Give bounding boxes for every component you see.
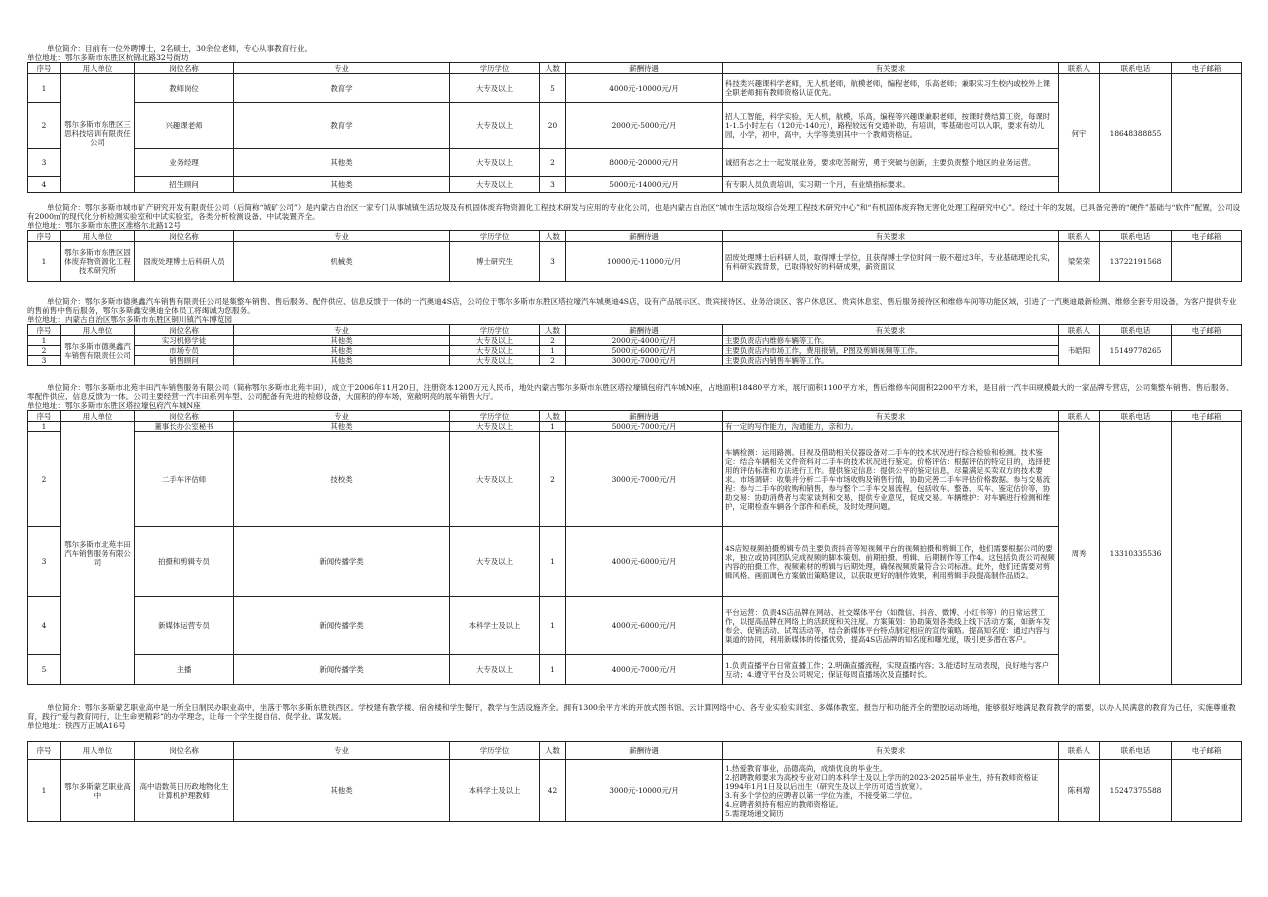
contact-phone: 15247375588 (1100, 760, 1172, 822)
table-row (28, 422, 1242, 432)
major: 教育学 (234, 74, 450, 103)
header-major: 专业 (234, 325, 450, 336)
requirements: 有专职人员负责培训，实习期一个月，有业绩指标要求。 (723, 177, 1059, 193)
education: 大专及以上 (450, 432, 540, 527)
header-post: 岗位名称 (135, 325, 234, 336)
requirements: 1.负责直播平台日常直播工作；2.明确直播流程，实现直播内容；3.能适时互动表现，良好地与客户互动；4.遵守平台及公司规定；保证每周直播场次及直播时长。 (723, 655, 1059, 685)
header-count: 人数 (540, 411, 566, 422)
post-name: 市场专员 (135, 346, 234, 356)
header-unit: 用人单位 (61, 325, 135, 336)
post-name: 主播 (135, 655, 234, 685)
header-salary: 薪酬待遇 (566, 231, 723, 242)
post-name: 招生顾问 (135, 177, 234, 193)
post-name: 业务经理 (135, 149, 234, 177)
headcount: 1 (540, 346, 566, 356)
header-no: 序号 (28, 411, 61, 422)
table-header (28, 411, 1242, 422)
header-req: 有关要求 (723, 411, 1059, 422)
contact-phone: 15149778265 (1100, 336, 1172, 366)
education: 博士研究生 (450, 242, 540, 282)
row-no: 1 (28, 422, 61, 432)
headcount: 2 (540, 149, 566, 177)
salary: 2000元-4000元/月 (566, 336, 723, 346)
row-no: 1 (28, 760, 61, 822)
education: 大专及以上 (450, 655, 540, 685)
header-major: 专业 (234, 742, 450, 760)
header-contact: 联系人 (1059, 742, 1100, 760)
headcount: 2 (540, 432, 566, 527)
headcount: 2 (540, 336, 566, 346)
row-no: 5 (28, 655, 61, 685)
headcount: 3 (540, 177, 566, 193)
major: 其他类 (234, 356, 450, 366)
contact-phone: 13722191568 (1100, 242, 1172, 282)
header-count: 人数 (540, 325, 566, 336)
row-no: 4 (28, 177, 61, 193)
header-major: 专业 (234, 231, 450, 242)
employer-name: 鄂尔多斯市北苑丰田汽车销售服务有限公司 (61, 422, 135, 685)
education: 大专及以上 (450, 336, 540, 346)
company-intro: 单位简介：鄂尔多斯市城市矿产研究开发有限责任公司（后简称“城矿公司”）是内蒙古自治区一家专门从事城镇生活垃圾及有机固体废弃物资源化工程技术研发与应用的专业化公司，也是内蒙古自治区“城市生活垃圾综合处理工程技术研究中心”和“有机固体废弃物无害化处理工程研究中心”。经过十年的发展，已具备完善的“硬件”基础与“软件”配置，公司设有2000㎡的现代化分析检测实验室和中试实验室，各类分析检测设备、中试装置齐全。 (27, 203, 1241, 221)
header-edu: 学历学位 (450, 63, 540, 74)
company-address: 单位地址：鄂尔多斯市东胜区准格尔北路12号 (27, 221, 181, 230)
requirement-line: 2.招聘教师要求为高校专业对口的本科学士及以上学历的2023-2025届毕业生，持有教师资格证1994年1月1日及以后出生（研究生及以上学历可适当放宽）。 (725, 772, 1039, 791)
header-post: 岗位名称 (135, 742, 234, 760)
education: 大专及以上 (450, 422, 540, 432)
header-post: 岗位名称 (135, 63, 234, 74)
salary: 3000元-10000元/月 (566, 760, 723, 822)
header-email: 电子邮箱 (1172, 63, 1242, 74)
row-no: 2 (28, 432, 61, 527)
education: 大专及以上 (450, 356, 540, 366)
table-header (28, 742, 1242, 760)
company-intro: 单位简介：鄂尔多斯蒙艺职业高中是一所全日制民办职业高中，坐落于鄂尔多斯东胜铁西区。学校建有教学楼、宿舍楼和学生餐厅，教学与生活设施齐全。拥有1300余平方米的开放式图书馆、云计算网络中心、各专业实验实训室、多媒体教室、报告厅和功能齐全的塑胶运动场地，能够很好地满足教育教学的需要，以办人民满意的教育为己任，实施尊重教育，践行“爱与教育同行，让生命更精彩”的办学理念，让每一个学生提自信、促学业、谋发展。 (27, 703, 1236, 721)
requirements: 车辆检测：运用路测、目视及借助相关仪器设备对二手车的技术状况进行综合检验和检测。技术鉴定：结合车辆相关文件资料对二手车的技术状况进行鉴定。价格评估：根据评估的特定目的，选择使用的评估标准和方法进行工作。提供鉴定信息：提供公平的鉴定信息，尽量满足买卖双方的技术要求。市场调研：收集并分析二手车市场收购及销售行情，协助完善二手车评估价格数据。参与交易流程：参与二手车的收购和销售，参与整个二手车交易流程，包括收车、整备、买车、鉴定估价等，协助交易：协助消费者与卖家谈判和交易，提供专业意见，促成交易。车辆维护：对车辆进行检测和维护，定期检查车辆各个部件和系统，及时处理问题。 (723, 432, 1059, 527)
salary: 4000元-7000元/月 (566, 655, 723, 685)
header-email: 电子邮箱 (1172, 325, 1242, 336)
education: 大专及以上 (450, 177, 540, 193)
requirement-line: 3.有多个学位的应聘者以第一学位为准，不接受第二学位。 (725, 790, 917, 800)
header-email: 电子邮箱 (1172, 231, 1242, 242)
major: 教育学 (234, 103, 450, 149)
header-major: 专业 (234, 63, 450, 74)
contact-person: 何宇 (1059, 74, 1100, 193)
requirement-line: 1.热爱教育事业，品德高尚，成绩优良的毕业生。 (725, 763, 888, 773)
section-mengyi (27, 703, 1241, 822)
table-row (28, 242, 1242, 282)
row-no: 1 (28, 74, 61, 103)
headcount: 1 (540, 422, 566, 432)
jobs-table (27, 230, 1242, 282)
table-row (28, 760, 1242, 822)
section-beiyuan (27, 383, 1241, 685)
section-deaoxin (27, 297, 1241, 366)
requirements: 平台运营：负责4S店品牌在网站、社交媒体平台（如微信、抖音、微博、小红书等）的日常运营工作，以提高品牌在网络上的活跃度和关注度。方案策划：协助策划各类线上线下活动方案，如新车发布会、促销活动、试驾活动等，结合新媒体平台特点制定相应的宣传策略。提高知名度：通过内容与渠道的协同，利用新媒体的传播优势，提高4S店品牌的知名度和曝光度，吸引更多潜在客户。 (723, 597, 1059, 655)
section-chengkuang (27, 203, 1241, 282)
contact-person: 周秀 (1059, 422, 1100, 685)
jobs-table (27, 410, 1242, 685)
salary: 2000元-5000元/月 (566, 103, 723, 149)
header-req: 有关要求 (723, 325, 1059, 336)
header-edu: 学历学位 (450, 742, 540, 760)
row-no: 2 (28, 103, 61, 149)
salary: 10000元-11000元/月 (566, 242, 723, 282)
contact-phone: 13310335536 (1100, 422, 1172, 685)
headcount: 1 (540, 655, 566, 685)
row-no: 1 (28, 336, 61, 346)
requirements: 4S店短视频拍摄剪辑专员主要负责抖音等短视频平台的视频拍摄和剪辑工作，他们需要根据公司的要求，独立或协同团队完成视频的脚本策划、前期拍摄、剪辑、后期制作等工作4。这包括负责公司视频内容的拍摄工作，视频素材的剪辑与后期处理，确保视频质量符合公司标准。此外，他们还需要对剪辑风格、画面调色方案做出策略建议，以获取更好的制作效果，利用剪辑手段提高制作品质2。 (723, 527, 1059, 597)
header-phone: 联系电话 (1100, 231, 1172, 242)
post-name: 教师岗位 (135, 74, 234, 103)
major: 机械类 (234, 242, 450, 282)
requirements: 诚招有志之士一起发展业务，要求吃苦耐劳，勇于突破与创新，主要负责整个地区的业务运营。 (723, 149, 1059, 177)
header-no: 序号 (28, 742, 61, 760)
contact-email (1172, 336, 1242, 366)
headcount: 2 (540, 356, 566, 366)
row-no: 3 (28, 356, 61, 366)
header-contact: 联系人 (1059, 411, 1100, 422)
requirement-line: 4.应聘者须持有相应的教师资格证。 (725, 799, 843, 809)
major: 新闻传播学类 (234, 655, 450, 685)
headcount: 42 (540, 760, 566, 822)
header-unit: 用人单位 (61, 231, 135, 242)
header-req: 有关要求 (723, 742, 1059, 760)
requirements (723, 760, 1059, 822)
row-no: 3 (28, 527, 61, 597)
post-name: 兴趣课老师 (135, 103, 234, 149)
education: 本科学士及以上 (450, 760, 540, 822)
requirements: 招人工智能，科学实验，无人机，航模，乐高，编程等兴趣课兼职老师，按课时费结算工资，每课时1-1.5小时左右（120元-140元），路程较远有交通补助，有培训，零基础也可以入职，要求有幼儿园，小学，初中，高中，大学等类别其中一个教师资格证。 (723, 103, 1059, 149)
company-address: 单位地址：鄂尔多斯市东胜区塔拉壕包府汽车城N座 (27, 401, 201, 410)
post-name: 实习机修学徒 (135, 336, 234, 346)
contact-phone: 18648388855 (1100, 74, 1172, 193)
contact-person: 韦皓阳 (1059, 336, 1100, 366)
post-name: 新媒体运营专员 (135, 597, 234, 655)
jobs-table (27, 62, 1242, 193)
company-address: 单位地址：鄂尔多斯市东胜区杭锦北路32号街坊 (27, 53, 189, 62)
contact-email (1172, 760, 1242, 822)
header-no: 序号 (28, 325, 61, 336)
jobs-table (27, 741, 1242, 822)
header-contact: 联系人 (1059, 325, 1100, 336)
major: 其他类 (234, 760, 450, 822)
salary: 8000元-20000元/月 (566, 149, 723, 177)
header-unit: 用人单位 (61, 63, 135, 74)
header-email: 电子邮箱 (1172, 742, 1242, 760)
header-req: 有关要求 (723, 63, 1059, 74)
contact-person: 陈利增 (1059, 760, 1100, 822)
header-phone: 联系电话 (1100, 742, 1172, 760)
education: 本科学士及以上 (450, 597, 540, 655)
requirements: 主要负责店内市场工作，费用报销，P图及剪辑视频等工作。 (723, 346, 1059, 356)
requirements: 主要负责店内维修车辆等工作。 (723, 336, 1059, 346)
company-intro: 单位简介：鄂尔多斯市德奥鑫汽车销售有限责任公司是集整车销售、售后服务、配件供应、信息反馈于一体的一汽奥迪4S店，公司位于鄂尔多斯市东胜区塔拉壕汽车城奥迪4S店，设有产品展示区、贵宾接待区、业务洽谈区、客户休息区、贵宾休息室、售后服务接待区和维修车间等功能区域，引进了一汽奥迪最新检测、维修全套专用设备，为客户提供专业的售前售中售后服务，鄂尔多斯鑫安奥迪全体员工将竭诚为您服务。 (27, 297, 1237, 315)
row-no: 3 (28, 149, 61, 177)
company-address: 单位地址：内蒙古自治区鄂尔多斯市东胜区铜川镇汽车博览园 (27, 315, 233, 324)
education: 大专及以上 (450, 74, 540, 103)
major: 新闻传播学类 (234, 527, 450, 597)
major: 其他类 (234, 422, 450, 432)
post-name: 销售顾问 (135, 356, 234, 366)
requirements: 科技类兴趣课科学老师，无人机老师，航模老师，编程老师，乐高老师；兼职实习生校内或校外上课全职老师拥有教师资格认证优先。 (723, 74, 1059, 103)
requirements: 主要负责店内销售车辆等工作。 (723, 356, 1059, 366)
requirement-line: 5.需现场递交简历 (725, 808, 784, 818)
post-name: 董事长办公室秘书 (135, 422, 234, 432)
company-intro: 单位简介：目前有一位外聘博士，2名硕士，30余位老师，专心从事教育行业。 (47, 44, 313, 53)
salary: 4000元-6000元/月 (566, 527, 723, 597)
major: 其他类 (234, 177, 450, 193)
requirements: 有一定的写作能力，沟通能力，亲和力。 (723, 422, 1059, 432)
employer-name: 鄂尔多斯市德奥鑫汽车销售有限责任公司 (61, 336, 135, 366)
education: 大专及以上 (450, 103, 540, 149)
table-header (28, 231, 1242, 242)
header-phone: 联系电话 (1100, 325, 1172, 336)
section-sansi (27, 44, 1241, 193)
contact-email (1172, 242, 1242, 282)
major: 其他类 (234, 149, 450, 177)
header-phone: 联系电话 (1100, 411, 1172, 422)
education: 大专及以上 (450, 527, 540, 597)
table-header (28, 63, 1242, 74)
contact-email (1172, 74, 1242, 193)
header-count: 人数 (540, 742, 566, 760)
row-no: 4 (28, 597, 61, 655)
header-salary: 薪酬待遇 (566, 63, 723, 74)
row-no: 1 (28, 242, 61, 282)
requirements: 固废处理博士后科研人员，取得博士学位，且获得博士学位时间一般不超过3年，专业基础理论扎实，有科研实践背景，已取得较好的科研成果，薪资面议 (723, 242, 1059, 282)
employer-name: 鄂尔多斯市东胜区三思科技培训有限责任公司 (61, 74, 135, 193)
major: 其他类 (234, 346, 450, 356)
contact-email (1172, 422, 1242, 685)
headcount: 20 (540, 103, 566, 149)
table-row (28, 74, 1242, 103)
header-count: 人数 (540, 231, 566, 242)
jobs-table (27, 324, 1242, 366)
education: 大专及以上 (450, 149, 540, 177)
header-contact: 联系人 (1059, 63, 1100, 74)
employer-name: 鄂尔多斯蒙艺职业高中 (61, 760, 135, 822)
contact-person: 梁荣荣 (1059, 242, 1100, 282)
header-unit: 用人单位 (61, 411, 135, 422)
header-contact: 联系人 (1059, 231, 1100, 242)
salary: 3000元-7000元/月 (566, 432, 723, 527)
major: 新闻传播学类 (234, 597, 450, 655)
education: 大专及以上 (450, 346, 540, 356)
post-name: 固废处理博士后科研人员 (135, 242, 234, 282)
header-phone: 联系电话 (1100, 63, 1172, 74)
header-salary: 薪酬待遇 (566, 325, 723, 336)
header-unit: 用人单位 (61, 742, 135, 760)
table-row (28, 336, 1242, 346)
header-post: 岗位名称 (135, 231, 234, 242)
header-no: 序号 (28, 231, 61, 242)
company-address: 单位地址：铁西万正城A16号 (27, 721, 126, 730)
header-post: 岗位名称 (135, 411, 234, 422)
table-header (28, 325, 1242, 336)
header-email: 电子邮箱 (1172, 411, 1242, 422)
header-edu: 学历学位 (450, 411, 540, 422)
header-count: 人数 (540, 63, 566, 74)
major: 其他类 (234, 336, 450, 346)
headcount: 3 (540, 242, 566, 282)
header-salary: 薪酬待遇 (566, 742, 723, 760)
salary: 5000元-14000元/月 (566, 177, 723, 193)
header-edu: 学历学位 (450, 325, 540, 336)
salary: 5000元-6000元/月 (566, 346, 723, 356)
salary: 3000元-7000元/月 (566, 356, 723, 366)
post-name: 二手车评估师 (135, 432, 234, 527)
employer-name: 鄂尔多斯市东胜区固体废弃物资源化工程技术研究所 (61, 242, 135, 282)
header-req: 有关要求 (723, 231, 1059, 242)
headcount: 1 (540, 527, 566, 597)
header-major: 专业 (234, 411, 450, 422)
company-intro: 单位简介：鄂尔多斯市北苑丰田汽车销售服务有限公司（简称鄂尔多斯市北苑丰田），成立于2006年11月20日，注册资本1200万元人民币，地处内蒙古鄂尔多斯市东胜区塔拉壕镇包府汽车城N座，占地面积18480平方米，展厅面积1100平方米，售后维修车间面积2200平方米，是目前一汽丰田规模最大的一家品牌专营店，公司集整车销售、售后服务、零配件供应、信息反馈为一体。公司主要经营一汽丰田系列车型、公司配备有先进的检修设备，大面积的停车场，宽敞明亮的展车销售大厅。 (27, 383, 1234, 401)
major: 技校类 (234, 432, 450, 527)
header-no: 序号 (28, 63, 61, 74)
salary: 5000元-7000元/月 (566, 422, 723, 432)
row-no: 2 (28, 346, 61, 356)
post-name: 高中语数英日历政地物化生计算机护理教师 (135, 760, 234, 822)
header-edu: 学历学位 (450, 231, 540, 242)
header-salary: 薪酬待遇 (566, 411, 723, 422)
headcount: 1 (540, 597, 566, 655)
post-name: 拍摄和剪辑专员 (135, 527, 234, 597)
headcount: 5 (540, 74, 566, 103)
salary: 4000元-6000元/月 (566, 597, 723, 655)
salary: 4000元-10000元/月 (566, 74, 723, 103)
